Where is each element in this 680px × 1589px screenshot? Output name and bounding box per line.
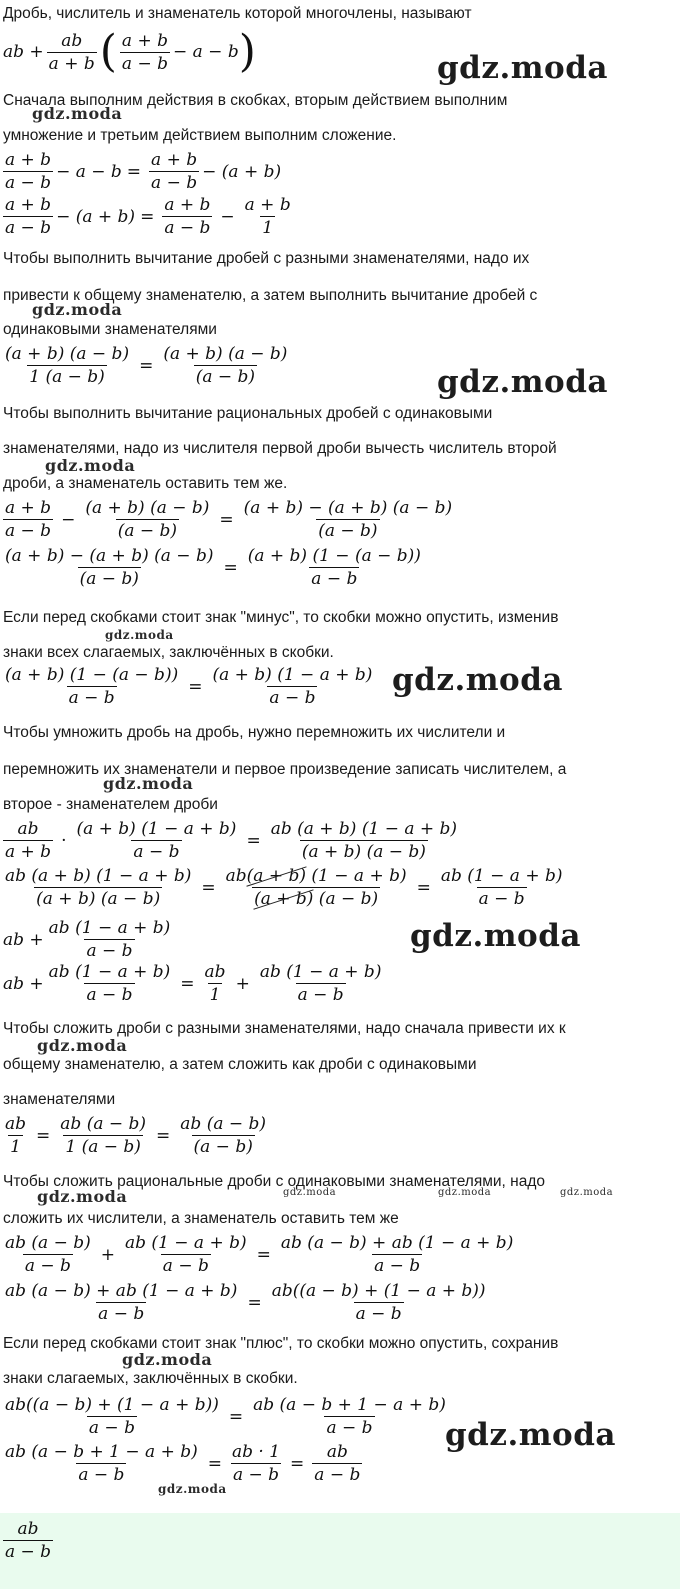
denominator: a − b (133, 842, 180, 862)
denominator: a − b (269, 688, 316, 708)
watermark: gdz.moda (445, 1417, 616, 1453)
denominator: a − b (297, 985, 344, 1005)
denominator: (a + b) (a − b) (36, 889, 161, 909)
text-line: общему знаменателю, а затем сложить как дроби с одинаковыми (3, 1056, 477, 1073)
denominator: (a − b) (117, 521, 178, 541)
denominator: a − b (86, 941, 133, 961)
denominator: a − b (374, 1256, 421, 1276)
numerator: ab (61, 30, 83, 51)
text-line: второе - знаменателем дроби (3, 796, 218, 813)
fraction (3, 150, 53, 193)
fraction (3, 819, 53, 862)
step-2 (3, 195, 296, 238)
step-11 (3, 1114, 271, 1157)
denominator: a − b (24, 1256, 71, 1276)
step-1 (3, 150, 281, 193)
numerator: ab (a − b) (180, 1114, 267, 1134)
numerator: (a + b) (a − b) (163, 344, 288, 364)
math-term: = (201, 877, 216, 898)
fraction (3, 866, 193, 909)
numerator: ab (a − b) (5, 1233, 91, 1253)
fraction (47, 918, 173, 961)
denominator: (a − b) (193, 1137, 253, 1157)
fraction (47, 962, 173, 1005)
numerator: a + b (121, 30, 168, 51)
math-term: − a − b (56, 161, 122, 182)
numerator: a + b (164, 195, 211, 215)
math-term: = (36, 1125, 51, 1146)
expression-original (3, 26, 256, 77)
denominator: a − b (162, 1256, 209, 1276)
math-term: = (223, 557, 238, 578)
fraction (162, 195, 212, 238)
math-term: = (290, 1453, 305, 1474)
step-5 (3, 546, 426, 589)
numerator: ab (1 − a + b) (48, 918, 171, 938)
text-line: Чтобы умножить дробь на дробь, нужно перемножить их числители и (3, 724, 506, 741)
math-term: (1 − a + b) (306, 866, 407, 886)
watermark: gdz.moda (103, 774, 194, 793)
fraction (439, 866, 565, 909)
math-term: − (220, 206, 235, 227)
numerator: ab (1 − a + b) (440, 866, 563, 886)
fraction (161, 344, 289, 387)
math-term: = (180, 973, 195, 994)
fraction (3, 1114, 28, 1157)
watermark: gdz.moda (410, 918, 581, 954)
numerator: ab · 1 (232, 1442, 281, 1462)
denominator: a − b (478, 889, 525, 909)
step-12 (3, 1233, 518, 1276)
step-15 (3, 1442, 365, 1485)
step-14 (3, 1395, 451, 1438)
math-term: ab (225, 866, 247, 886)
watermark: gdz.moda (560, 1187, 614, 1198)
numerator: (a + b) (1 − a + b) (212, 665, 373, 685)
numerator: a + b (244, 195, 291, 215)
watermark: gdz.moda (37, 1036, 128, 1055)
numerator: ab (204, 962, 226, 982)
denominator: a + b (5, 842, 52, 862)
math-term: (a + b) (246, 866, 306, 886)
numerator: (a + b) (a − b) (5, 344, 130, 364)
fraction (178, 1114, 268, 1157)
denominator: 1 (10, 1137, 21, 1157)
step-3 (3, 344, 292, 387)
math-term: = (207, 1453, 222, 1474)
numerator: a + b (151, 150, 198, 170)
numerator: ab (17, 819, 39, 839)
denominator: a + b (48, 53, 95, 74)
fraction (3, 1395, 221, 1438)
denominator: a − b (68, 688, 115, 708)
fraction (258, 962, 384, 1005)
text-line: дроби, а знаменатель оставить тем же. (3, 475, 288, 492)
numerator: ab (1 − a + b) (48, 962, 171, 982)
denominator: a − b (121, 53, 168, 74)
text-line: привести к общему знаменателю, а затем выполнить вычитание дробей с (3, 287, 538, 304)
denominator: 1 (262, 218, 274, 238)
denominator: a − b (5, 218, 52, 238)
watermark: gdz.moda (437, 364, 608, 400)
paren-close: ) (238, 26, 256, 77)
numerator: a + b (5, 150, 52, 170)
step-4 (3, 498, 457, 541)
fraction (47, 31, 97, 74)
text-line: Чтобы выполнить вычитание дробей с разными знаменателями, надо их (3, 250, 530, 267)
denominator: (a − b) (318, 521, 378, 541)
text-line: перемножить их знаменатели и первое произведение записать числителем, а (3, 761, 567, 778)
fraction (3, 1442, 200, 1485)
numerator (224, 866, 409, 887)
final-answer (3, 1519, 56, 1562)
denominator: a − b (98, 1304, 145, 1324)
fraction (242, 498, 454, 541)
watermark: gdz.moda (283, 1187, 337, 1198)
math-term: = (188, 676, 203, 697)
text-line: Сначала выполним действия в скобках, вторым действием выполним (3, 92, 508, 109)
numerator: ab (a − b) + ab (1 − a + b) (280, 1233, 514, 1253)
math-term: = (139, 355, 154, 376)
text-line: сложить их числители, а знаменатель оставить тем же (3, 1210, 399, 1227)
text-line: знаки всех слагаемых, заключённых в скобки. (3, 644, 334, 661)
fraction (58, 1114, 148, 1157)
denominator (252, 887, 380, 909)
text-line: Чтобы сложить рациональные дроби с одинаковыми знаменателями, надо (3, 1173, 546, 1190)
fraction (83, 498, 211, 541)
numerator: (a + b) (1 − a + b) (76, 819, 237, 839)
numerator: (a + b) − (a + b) (a − b) (5, 546, 214, 566)
fraction (270, 1281, 488, 1324)
watermark: gdz.moda (438, 1187, 492, 1198)
watermark: gdz.moda (45, 456, 136, 475)
fraction (149, 150, 199, 193)
fraction (279, 1233, 515, 1276)
text-line: Чтобы выполнить вычитание рациональных дробей с одинаковыми (3, 405, 493, 422)
denominator: a − b (88, 1418, 135, 1438)
text-line: знаменателями (3, 1091, 116, 1108)
answer-box (0, 1513, 680, 1589)
watermark: gdz.moda (437, 50, 608, 86)
math-term: + (235, 973, 250, 994)
fraction (210, 665, 374, 708)
fraction (312, 1442, 362, 1485)
watermark: gdz.moda (32, 300, 123, 319)
step-6 (3, 665, 377, 708)
denominator: a − b (326, 1418, 373, 1438)
step-8 (3, 866, 567, 909)
denominator: a − b (86, 985, 133, 1005)
text-line: Если перед скобками стоит знак "плюс", то скобки можно опустить, сохранив (3, 1335, 559, 1352)
numerator: ab (326, 1442, 348, 1462)
fraction (3, 546, 215, 589)
math-term: (a + b) (254, 889, 314, 909)
fraction (3, 1281, 239, 1324)
math-term: ab + (3, 42, 44, 62)
watermark: gdz.moda (392, 662, 563, 698)
fraction (3, 1519, 53, 1562)
math-term: · (61, 830, 67, 851)
text-line: одинаковыми знаменателями (3, 321, 217, 338)
denominator: a − b (78, 1465, 125, 1485)
fraction (246, 546, 423, 589)
numerator: ab((a − b) + (1 − a + b)) (271, 1281, 486, 1301)
watermark: gdz.moda (122, 1350, 213, 1369)
cancelled-fraction (224, 866, 409, 909)
math-term: = (126, 161, 142, 182)
numerator: a + b (5, 498, 52, 518)
numerator: ab (a − b + 1 − a + b) (253, 1395, 446, 1415)
denominator: a − b (164, 218, 211, 238)
math-term: ab + (3, 929, 44, 950)
fraction (123, 1233, 249, 1276)
watermark: gdz.moda (32, 104, 123, 123)
denominator: a − b (5, 173, 52, 193)
numerator: ab (a + b) (1 − a + b) (5, 866, 192, 886)
math-term: − (a + b) (56, 206, 136, 227)
numerator: ab (5, 1114, 27, 1134)
math-term: − a − b (173, 42, 239, 62)
denominator: a − b (5, 1542, 52, 1562)
numerator: ab (17, 1519, 39, 1539)
math-term: − (61, 509, 76, 530)
numerator: (a + b) − (a + b) (a − b) (243, 498, 453, 518)
numerator: ab (a − b) + ab (1 − a + b) (5, 1281, 238, 1301)
math-term: (a − b) (313, 889, 379, 909)
fraction (3, 1233, 93, 1276)
math-term: ab + (3, 973, 44, 994)
fraction (269, 819, 459, 862)
denominator: a − b (314, 1465, 361, 1485)
step-13 (3, 1281, 491, 1324)
numerator: ab (1 − a + b) (259, 962, 382, 982)
fraction (251, 1395, 448, 1438)
math-term: = (219, 509, 234, 530)
text-line: Если перед скобками стоит знак "минус", то скобки можно опустить, изменив (3, 609, 559, 626)
numerator: ab (a − b) (60, 1114, 147, 1134)
numerator: a + b (5, 195, 52, 215)
fraction (3, 195, 53, 238)
fraction (3, 665, 180, 708)
fraction (74, 819, 238, 862)
math-term: = (140, 206, 155, 227)
fraction (3, 498, 53, 541)
numerator: ab((a − b) + (1 − a + b)) (5, 1395, 219, 1415)
numerator: ab (a − b + 1 − a + b) (5, 1442, 198, 1462)
denominator: a − b (151, 173, 198, 193)
step-9 (3, 918, 175, 961)
text-line: знаки слагаемых, заключённых в скобки. (3, 1370, 298, 1387)
denominator: (a − b) (195, 367, 256, 387)
denominator: (a + b) (a − b) (301, 842, 426, 862)
step-7 (3, 819, 462, 862)
watermark: gdz.moda (158, 1482, 227, 1496)
denominator: a − b (355, 1304, 402, 1324)
numerator: (a + b) (1 − (a − b)) (247, 546, 421, 566)
denominator: a − b (311, 569, 358, 589)
watermark: gdz.moda (37, 1187, 128, 1206)
numerator: ab (1 − a + b) (125, 1233, 247, 1253)
math-term: = (228, 1406, 244, 1427)
denominator: (a − b) (79, 569, 139, 589)
denominator: a − b (5, 521, 52, 541)
fraction (243, 195, 293, 238)
denominator: a − b (232, 1465, 280, 1485)
numerator: ab (a + b) (1 − a + b) (270, 819, 458, 839)
text-line: Дробь, числитель и знаменатель которой многочлены, называют (3, 5, 472, 22)
denominator: 1 (209, 985, 221, 1005)
denominator: 1 (a − b) (65, 1137, 141, 1157)
watermark: gdz.moda (105, 628, 174, 642)
text-line: Чтобы сложить дроби с разными знаменателями, надо сначала привести их к (3, 1020, 566, 1037)
math-term: = (156, 1125, 171, 1146)
math-term: = (416, 877, 431, 898)
text-line: умножение и третьим действием выполним сложение. (3, 127, 397, 144)
math-term: − (a + b) (202, 161, 282, 182)
numerator: (a + b) (1 − (a − b)) (5, 665, 179, 685)
math-term: = (247, 1292, 262, 1313)
denominator: 1 (a − b) (29, 367, 105, 387)
paren-open: ( (99, 26, 117, 77)
fraction (120, 31, 170, 74)
text-line: знаменателями, надо из числителя первой дроби вычесть числитель второй (3, 440, 557, 457)
fraction (230, 1442, 282, 1485)
math-term: + (100, 1244, 116, 1265)
fraction (3, 344, 131, 387)
numerator: (a + b) (a − b) (85, 498, 210, 518)
fraction (203, 962, 228, 1005)
math-term: = (256, 1244, 271, 1265)
math-term: = (246, 830, 261, 851)
step-10 (3, 962, 386, 1005)
